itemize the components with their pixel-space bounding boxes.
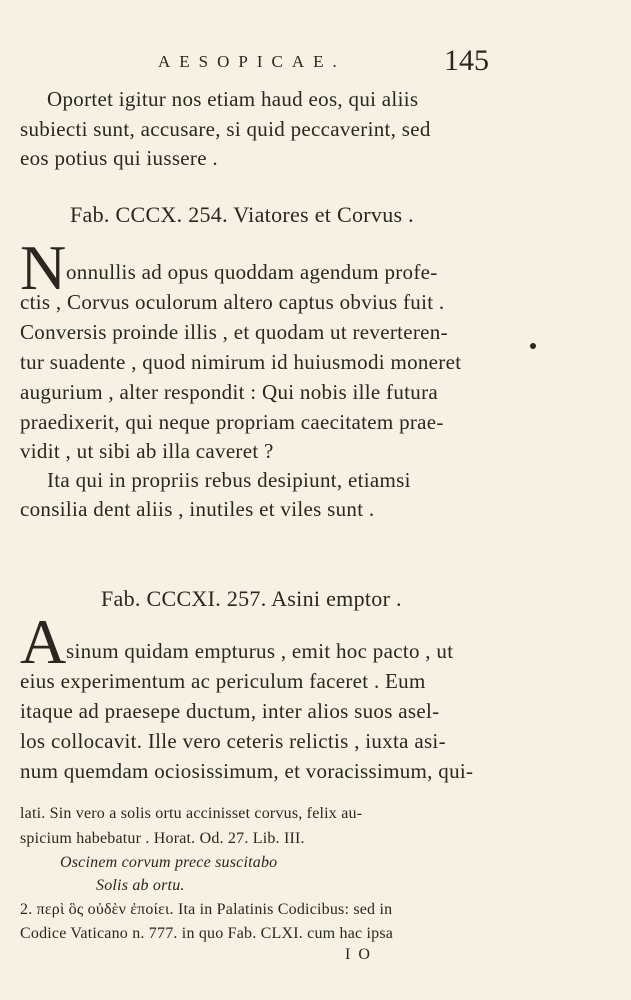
running-title: AESOPICAE. — [158, 52, 346, 71]
fable-line: onnullis ad opus quoddam agendum profe- — [66, 260, 438, 284]
fable-title: Fab. CCCX. 254. Viatores et Corvus . — [70, 202, 414, 227]
note-line: spicium habebatur . Horat. Od. 27. Lib. III. — [20, 830, 305, 847]
intro-line: Oportet igitur nos etiam haud eos, qui aliis — [47, 87, 419, 111]
intro-line: eos potius qui iussere . — [20, 146, 218, 170]
fable-title: Fab. CCCXI. 257. Asini emptor . — [101, 586, 402, 611]
fable-line: praedixerit, qui neque propriam caecitatem prae- — [20, 410, 444, 434]
fable-line: Conversis proinde illis , et quodam ut reverteren- — [20, 320, 448, 344]
fable-line: num quemdam ociosissimum, et voracissimum, qui- — [20, 759, 474, 783]
fable-line: eius experimentum ac periculum faceret . Eum — [20, 669, 426, 693]
note-verse: Oscinem corvum prece suscitabo — [60, 854, 278, 871]
fable-line: augurium , alter respondit : Qui nobis ille futura — [20, 380, 438, 404]
fable-line: itaque ad praesepe ductum, inter alios suos asel- — [20, 699, 440, 723]
fable-line: sinum quidam empturus , emit hoc pacto , ut — [66, 639, 454, 663]
intro-line: subiecti sunt, accusare, si quid peccaverint, sed — [20, 117, 431, 141]
drop-cap: N — [20, 232, 67, 303]
note-line: 2. περὶ ὃς οὐδὲν ἐποίει. Ita in Palatinis Codicibus: sed in — [20, 901, 393, 918]
fable-line: ctis , Corvus oculorum altero captus obvius fuit . — [20, 290, 445, 314]
ink-mark — [530, 343, 536, 349]
fable-line: vidit , ut sibi ab illa caveret ? — [20, 439, 274, 463]
fable-line: tur suadente , quod nimirum id huiusmodi moneret — [20, 350, 462, 374]
fable-line: consilia dent aliis , inutiles et viles sunt . — [20, 497, 375, 521]
fable-line: los collocavit. Ille vero ceteris relictis , iuxta asi- — [20, 729, 446, 753]
note-verse: Solis ab ortu. — [96, 877, 185, 894]
signature-mark: I O — [345, 946, 372, 963]
fable-line: Ita qui in propriis rebus desipiunt, etiamsi — [47, 468, 411, 492]
page-number: 145 — [444, 44, 489, 77]
note-line: Codice Vaticano n. 777. in quo Fab. CLXI. cum hac ipsa — [20, 925, 394, 942]
note-line: lati. Sin vero a solis ortu accinisset corvus, felix au- — [20, 805, 363, 822]
drop-cap: A — [20, 606, 67, 677]
